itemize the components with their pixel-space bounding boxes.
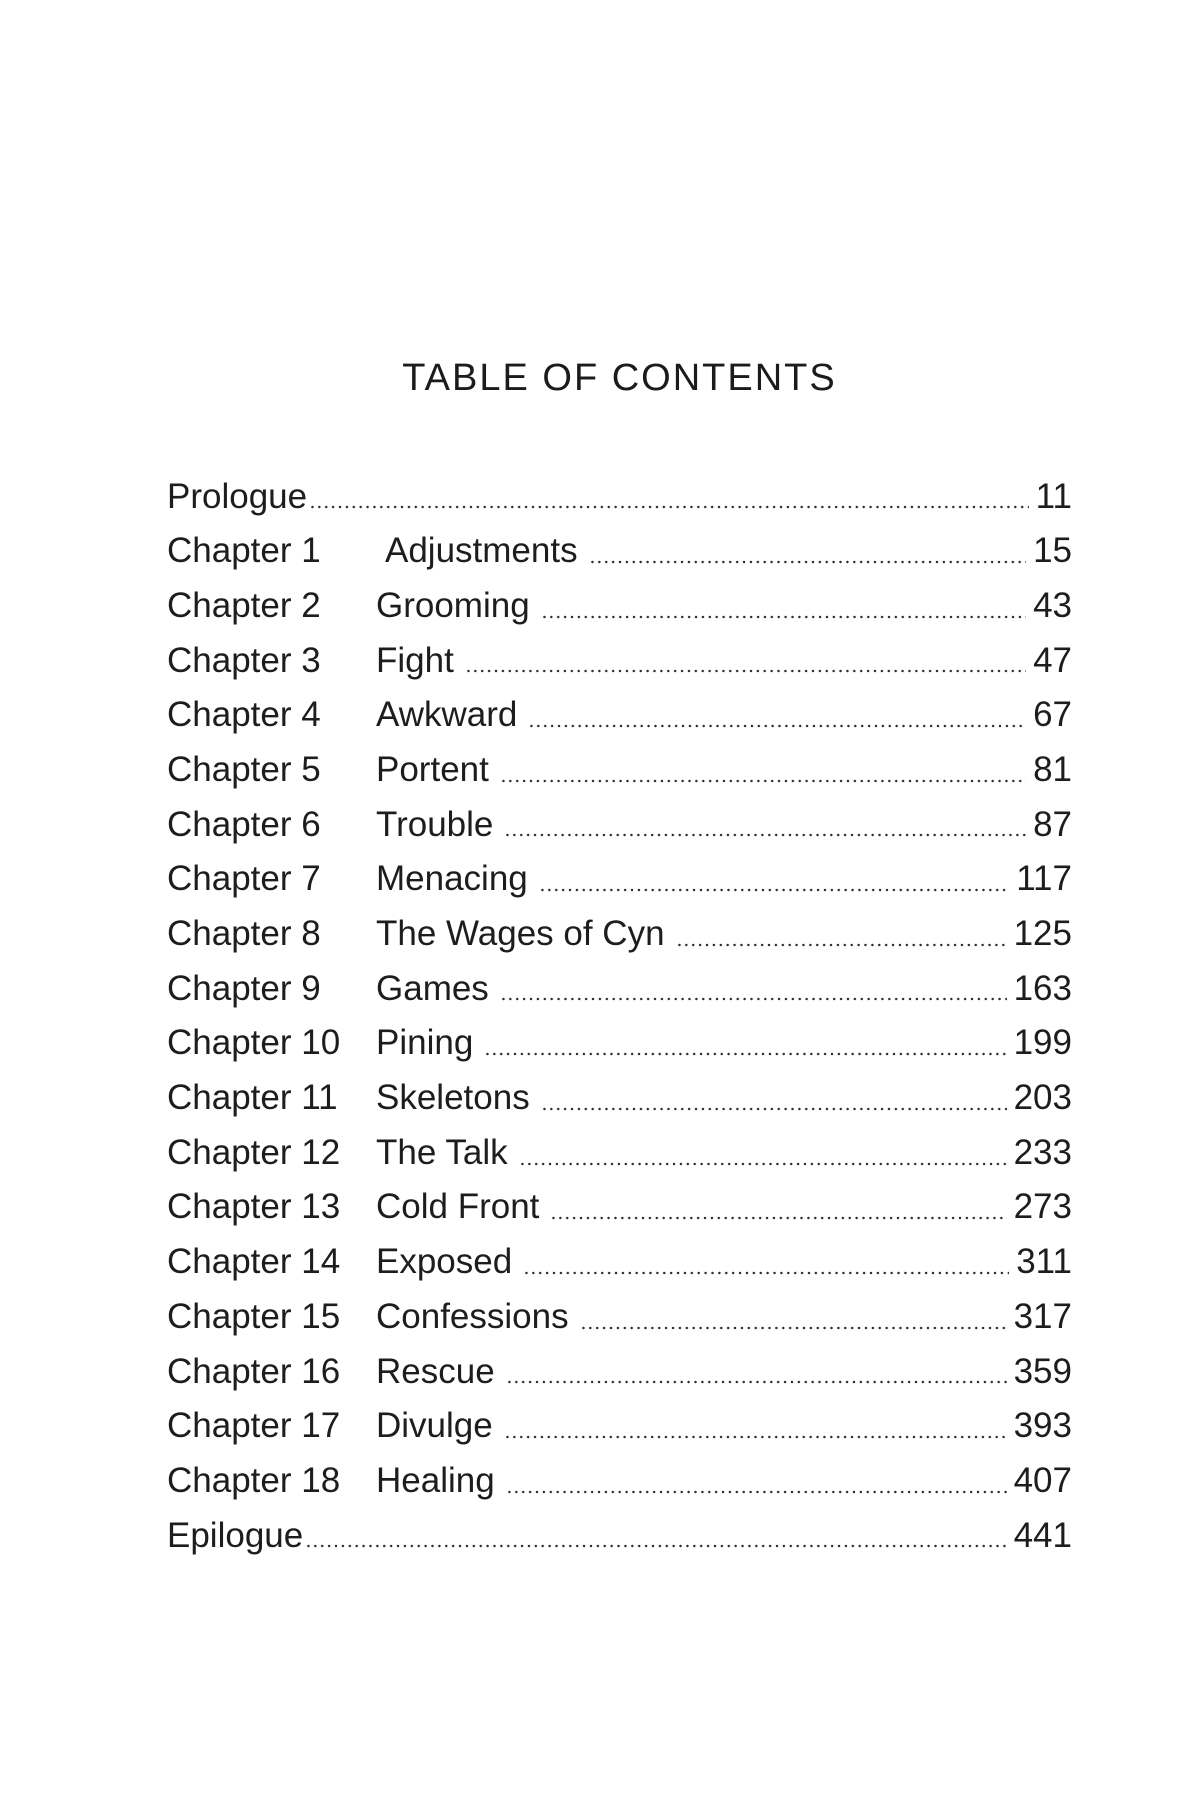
entry-page-number: 311: [1016, 1242, 1072, 1282]
dot-leader: [541, 615, 1026, 619]
entry-label: Chapter 4: [167, 695, 321, 735]
entry-title: Rescue: [376, 1351, 495, 1391]
entry-label: Chapter 14: [167, 1242, 341, 1282]
entry-page-number: 317: [1013, 1296, 1072, 1336]
dot-leader: [504, 833, 1026, 837]
entry-page-number: 43: [1033, 585, 1072, 625]
entry-label: Chapter 9: [167, 968, 321, 1008]
toc-entry: [167, 573, 1072, 628]
entry-label: Chapter 1: [167, 531, 321, 571]
entry-page-number: 125: [1013, 914, 1072, 954]
entry-page-number: 233: [1013, 1132, 1072, 1172]
dot-leader: [519, 1162, 1007, 1166]
dot-leader: [504, 1435, 1007, 1439]
entry-page-number: 407: [1013, 1460, 1072, 1500]
entry-title: Menacing: [376, 859, 528, 899]
dot-leader: [465, 669, 1026, 673]
entry-page-number: 117: [1016, 859, 1072, 899]
entry-title: Games: [376, 968, 489, 1008]
toc-list: [167, 464, 1072, 1558]
entry-title: Skeletons: [376, 1078, 530, 1118]
entry-title: The Talk: [376, 1132, 508, 1172]
dot-leader: [539, 888, 1009, 892]
dot-leader: [541, 1107, 1007, 1111]
entry-page-number: 163: [1013, 968, 1072, 1008]
entry-page-number: 81: [1033, 749, 1072, 789]
entry-page-number: 15: [1033, 531, 1072, 571]
entry-label: Epilogue: [167, 1515, 304, 1555]
toc-entry: [167, 628, 1072, 683]
toc-entry: [167, 1448, 1072, 1503]
entry-label: Chapter 16: [167, 1351, 341, 1391]
toc-entry: [167, 901, 1072, 956]
dot-leader: [500, 779, 1026, 783]
entry-label: Chapter 15: [167, 1296, 341, 1336]
entry-label: Chapter 2: [167, 585, 321, 625]
dot-leader: [506, 1490, 1007, 1494]
entry-label: Chapter 7: [167, 859, 321, 899]
toc-entry: [167, 464, 1072, 519]
entry-label: Chapter 10: [167, 1023, 341, 1063]
toc-entry: [167, 1229, 1072, 1284]
toc-entry: [167, 956, 1072, 1011]
toc-entry: [167, 846, 1072, 901]
dot-leader: [580, 1326, 1007, 1330]
entry-title: Trouble: [376, 804, 494, 844]
entry-title: Grooming: [376, 585, 530, 625]
dot-leader: [506, 1380, 1007, 1384]
toc-entry: [167, 737, 1072, 792]
entry-label: Chapter 3: [167, 640, 321, 680]
entry-title: Awkward: [376, 695, 518, 735]
dot-leader: [528, 724, 1026, 728]
entry-title: Healing: [376, 1460, 495, 1500]
entry-label: Chapter 11: [167, 1078, 338, 1118]
toc-entry: [167, 1175, 1072, 1230]
toc-entry: [167, 1339, 1072, 1394]
toc-entry: [167, 1503, 1072, 1558]
entry-title: Pining: [376, 1023, 474, 1063]
dot-leader: [305, 1544, 1006, 1548]
entry-title: Fight: [376, 640, 454, 680]
entry-page-number: 47: [1033, 640, 1072, 680]
toc-entry: [167, 792, 1072, 847]
entry-label: Chapter 13: [167, 1187, 341, 1227]
dot-leader: [309, 505, 1029, 509]
entry-title: Adjustments: [385, 531, 578, 571]
toc-entry: [167, 1065, 1072, 1120]
entry-page-number: 441: [1013, 1515, 1072, 1555]
entry-title: Portent: [376, 749, 489, 789]
toc-entry: [167, 1284, 1072, 1339]
entry-title: Cold Front: [376, 1187, 540, 1227]
page-title: TABLE OF CONTENTS: [402, 357, 837, 399]
toc-entry: [167, 682, 1072, 737]
dot-leader: [523, 1271, 1009, 1275]
entry-title: The Wages of Cyn: [376, 914, 665, 954]
entry-page-number: 273: [1013, 1187, 1072, 1227]
dot-leader: [500, 997, 1007, 1001]
entry-label: Chapter 12: [167, 1132, 341, 1172]
entry-label: Chapter 5: [167, 749, 321, 789]
dot-leader: [550, 1216, 1006, 1220]
entry-page-number: 359: [1013, 1351, 1072, 1391]
toc-entry: [167, 518, 1072, 573]
dot-leader: [589, 560, 1026, 564]
dot-leader: [676, 943, 1007, 947]
entry-label: Prologue: [167, 476, 308, 516]
toc-entry: [167, 1393, 1072, 1448]
toc-entry: [167, 1010, 1072, 1065]
entry-label: Chapter 6: [167, 804, 321, 844]
entry-page-number: 393: [1013, 1406, 1072, 1446]
entry-label: Chapter 8: [167, 914, 321, 954]
entry-page-number: 11: [1035, 476, 1072, 516]
entry-title: Divulge: [376, 1406, 493, 1446]
dot-leader: [484, 1052, 1006, 1056]
entry-label: Chapter 18: [167, 1460, 341, 1500]
entry-page-number: 87: [1033, 804, 1072, 844]
toc-entry: [167, 1120, 1072, 1175]
entry-title: Confessions: [376, 1296, 569, 1336]
entry-page-number: 67: [1033, 695, 1072, 735]
entry-label: Chapter 17: [167, 1406, 341, 1446]
entry-title: Exposed: [376, 1242, 513, 1282]
entry-page-number: 199: [1013, 1023, 1072, 1063]
entry-page-number: 203: [1013, 1078, 1072, 1118]
